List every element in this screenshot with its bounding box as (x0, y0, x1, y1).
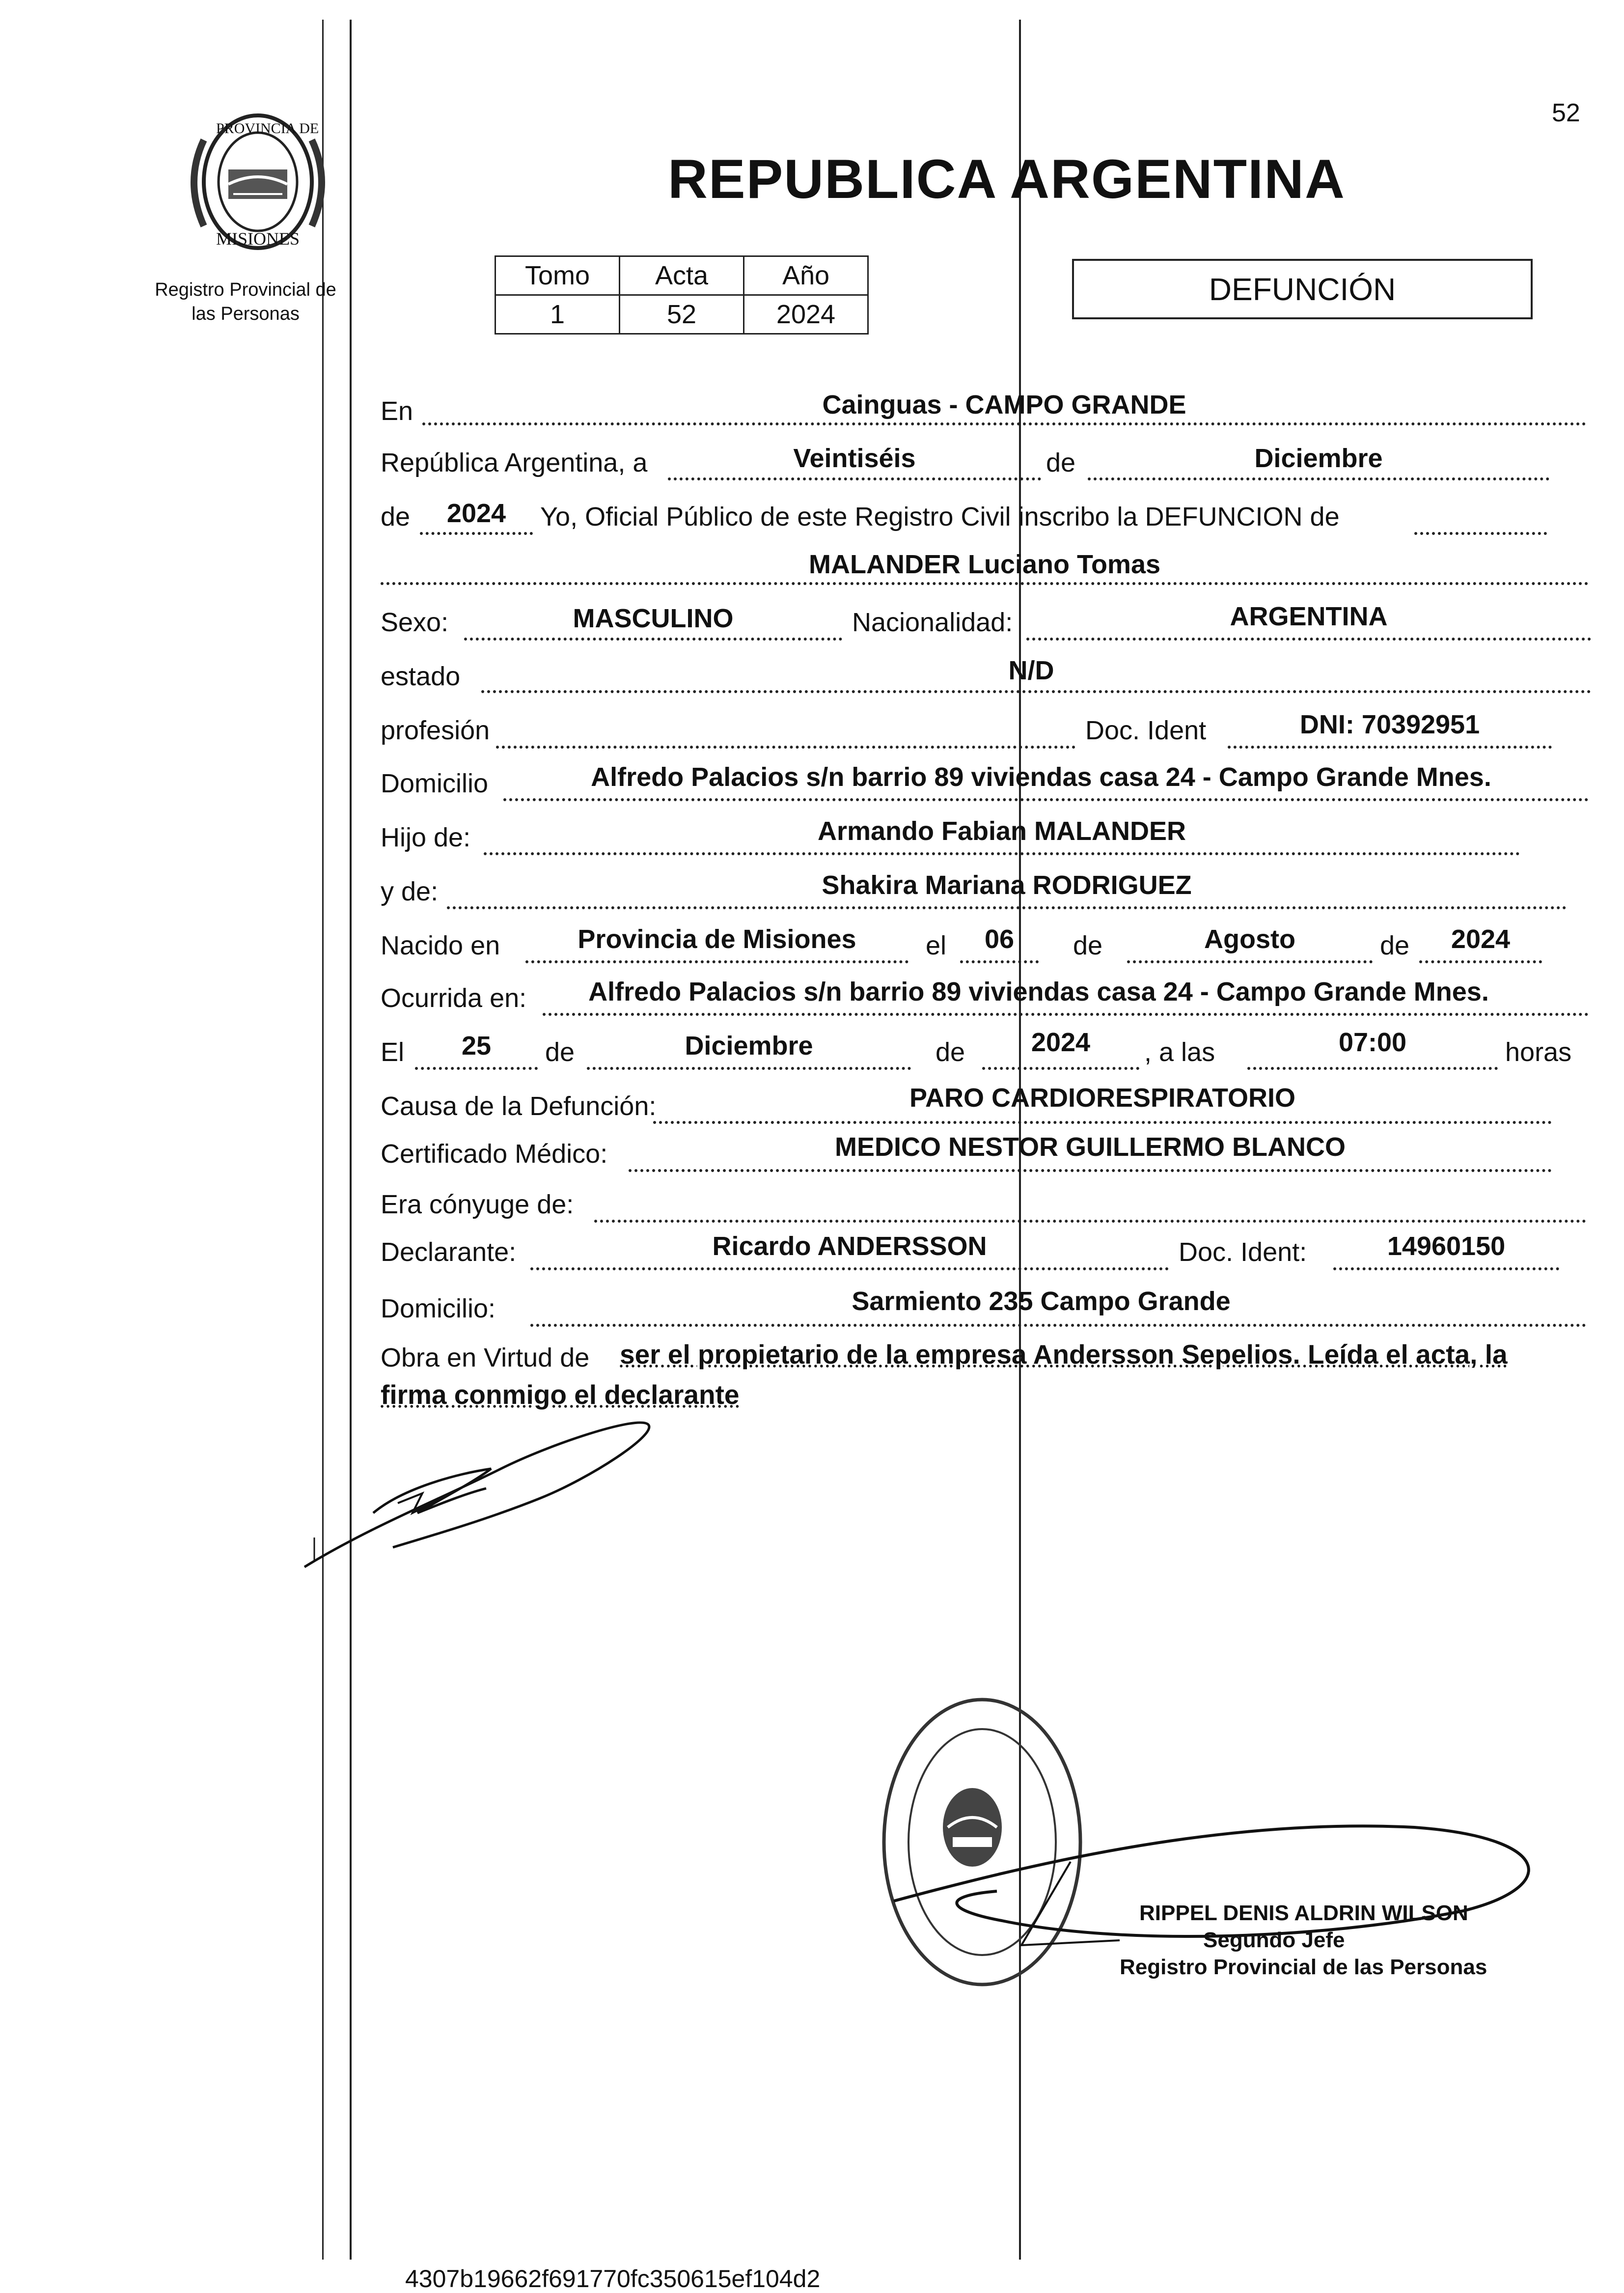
doc-ident-label-2: Doc. Ident: (1179, 1237, 1307, 1267)
nac-anio-value: 2024 (1451, 924, 1511, 954)
causa-label: Causa de la Defunción: (381, 1091, 657, 1121)
nac-mes-line (1127, 960, 1373, 963)
mes-value: Diciembre (1254, 444, 1383, 473)
nacionalidad-value: ARGENTINA (1230, 602, 1388, 631)
dia-value: Veintiséis (793, 444, 916, 473)
record-table-header (495, 256, 868, 295)
estado-value: N/D (1008, 656, 1054, 685)
record-type-box: DEFUNCIÓN (1072, 259, 1533, 319)
dia-line (668, 477, 1041, 480)
obra-label: Obra en Virtud de (381, 1343, 590, 1372)
declarante-doc-value: 14960150 (1387, 1231, 1506, 1261)
doc-ident-line (1228, 746, 1552, 749)
record-table (495, 255, 869, 335)
registry-line-1: Registro Provincial de (155, 280, 336, 300)
value-tomo: 1 (495, 295, 620, 334)
seal-text-bottom: MISIONES (216, 229, 300, 249)
lugar-label: En (381, 396, 413, 426)
causa-line (653, 1121, 1552, 1124)
ocurrida-value: Alfredo Palacios s/n barrio 89 viviendas casa 24 - Campo Grande Mnes. (588, 977, 1489, 1007)
registry-name (138, 278, 354, 327)
certificado-line (629, 1169, 1552, 1172)
nacido-value: Provincia de Misiones (578, 924, 856, 954)
lugar-line (422, 422, 1586, 425)
domicilio-label-2: Domicilio: (381, 1294, 496, 1323)
fallecido-line (381, 582, 1589, 585)
madre-value: Shakira Mariana RODRIGUEZ (822, 870, 1192, 900)
document-hash: 4307b19662f691770fc350615ef104d2 (405, 2265, 821, 2293)
fallecido-value: MALANDER Luciano Tomas (808, 550, 1161, 579)
obra-value-2: firma conmigo el declarante (381, 1379, 740, 1410)
doc-ident-label: Doc. Ident (1085, 716, 1207, 745)
anio-line (420, 532, 533, 535)
domicilio-line (503, 798, 1589, 801)
header-acta: Acta (620, 256, 744, 295)
nac-dia-line (960, 960, 1039, 963)
declarante-domicilio-line (530, 1324, 1586, 1327)
republica-label: República Argentina, a (381, 448, 648, 477)
declarante-line (530, 1267, 1169, 1270)
domicilio-value: Alfredo Palacios s/n barrio 89 viviendas casa 24 - Campo Grande Mnes. (591, 762, 1491, 792)
nac-dia-value: 06 (984, 924, 1015, 954)
nacido-line (525, 960, 908, 963)
causa-value: PARO CARDIORESPIRATORIO (909, 1083, 1296, 1113)
officer-name: RIPPEL DENIS ALDRIN WILSON (1139, 1901, 1468, 1925)
padre-value: Armando Fabian MALANDER (817, 816, 1186, 846)
declarant-signature (295, 1415, 668, 1582)
stamp-bottom-text (899, 1660, 905, 1661)
def-anio-line (982, 1067, 1139, 1070)
ocurrida-line (543, 1013, 1589, 1016)
el-label-2: El (381, 1037, 405, 1067)
margin-line-2 (350, 20, 352, 2260)
def-mes-value: Diciembre (685, 1031, 813, 1061)
hora-line (1247, 1067, 1498, 1070)
header-tomo: Tomo (495, 256, 620, 295)
de-label-1: de (1046, 448, 1076, 477)
a-las-label: , a las (1144, 1037, 1215, 1067)
value-acta: 52 (620, 295, 744, 334)
registry-line-2: las Personas (192, 304, 300, 325)
doc-ident-value: DNI: 70392951 (1299, 710, 1480, 739)
seal-text-top: PROVINCIA DE (216, 120, 319, 137)
y-de-label: y de: (381, 877, 439, 906)
el-label: el (926, 931, 947, 960)
hora-value: 07:00 (1338, 1028, 1407, 1057)
estado-label: estado (381, 662, 461, 691)
country-title: REPUBLICA ARGENTINA (668, 148, 1346, 210)
sexo-value: MASCULINO (573, 604, 734, 633)
profesion-line (496, 746, 1075, 749)
certificado-value: MEDICO NESTOR GUILLERMO BLANCO (834, 1132, 1346, 1162)
estado-line (481, 690, 1591, 693)
nacionalidad-label: Nacionalidad: (852, 608, 1013, 637)
officer-role: Segundo Jefe (1203, 1928, 1345, 1952)
margin-line-1 (322, 20, 324, 2260)
inscribo-text: Yo, Oficial Público de este Registro Civil inscribo la DEFUNCION de (540, 502, 1340, 531)
nacido-label: Nacido en (381, 931, 500, 960)
nacionalidad-line (1026, 638, 1591, 641)
record-table-values (495, 295, 868, 334)
header-anio: Año (744, 256, 868, 295)
def-anio-value: 2024 (1031, 1028, 1091, 1057)
value-anio: 2024 (744, 295, 868, 334)
obra-value-1: ser el propietario de la empresa Andersson Sepelios. Leída el acta, la (620, 1339, 1508, 1370)
def-mes-line (587, 1067, 911, 1070)
padre-line (484, 852, 1520, 855)
officer-office: Registro Provincial de las Personas (1120, 1955, 1487, 1979)
de-label-3: de (1073, 931, 1103, 960)
hijo-label: Hijo de: (381, 823, 471, 852)
domicilio-label: Domicilio (381, 769, 489, 798)
conyuge-line (594, 1220, 1586, 1223)
declarante-domicilio-value: Sarmiento 235 Campo Grande (852, 1286, 1231, 1316)
sexo-label: Sexo: (381, 608, 449, 637)
inscribo-line (1414, 532, 1547, 535)
ocurrida-label: Ocurrida en: (381, 983, 527, 1013)
certificado-label: Certificado Médico: (381, 1139, 608, 1169)
mes-line (1088, 477, 1549, 480)
def-dia-line (415, 1067, 538, 1070)
de-label-4: de (1380, 931, 1410, 960)
conyuge-label: Era cónyuge de: (381, 1190, 574, 1219)
def-dia-value: 25 (461, 1031, 492, 1061)
madre-line (447, 906, 1567, 909)
profesion-label: profesión (381, 716, 490, 745)
de-label-5: de (545, 1037, 575, 1067)
declarante-doc-line (1333, 1267, 1559, 1270)
nac-mes-value: Agosto (1204, 924, 1295, 954)
sexo-line (464, 638, 842, 641)
lugar-value: Cainguas - CAMPO GRANDE (822, 390, 1186, 419)
declarante-value: Ricardo ANDERSSON (712, 1231, 987, 1261)
nac-anio-line (1419, 960, 1542, 963)
declarante-label: Declarante: (381, 1237, 517, 1267)
horas-label: horas (1505, 1037, 1572, 1067)
anio-value: 2024 (446, 499, 506, 528)
page-number: 52 (1552, 99, 1580, 127)
de-label-2: de (381, 502, 411, 531)
de-label-6: de (936, 1037, 965, 1067)
